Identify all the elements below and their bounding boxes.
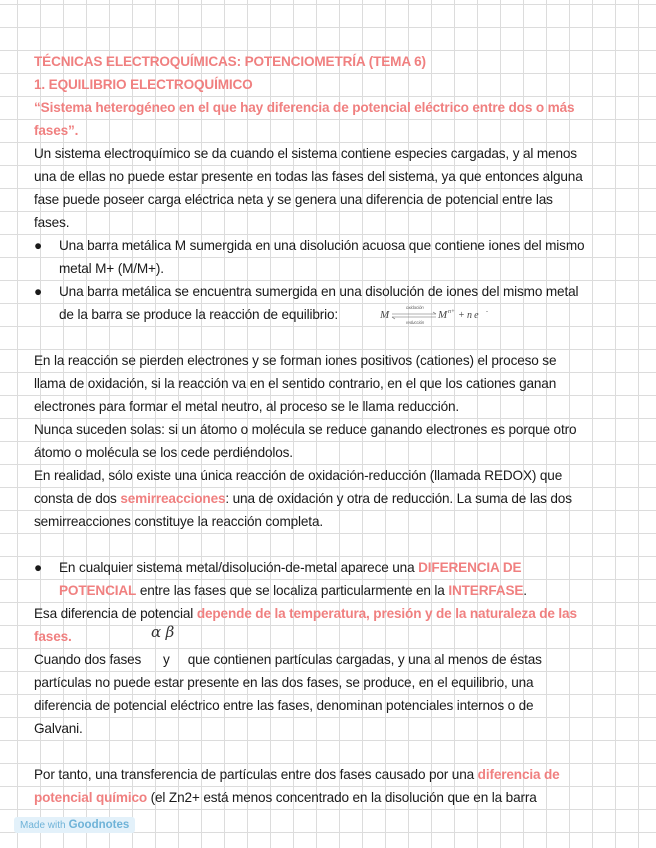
highlight-depende: depende de la temperatura, presión y de la naturaleza de las: [196, 606, 577, 621]
paragraph-5-line-1: [34, 602, 624, 625]
paragraph-3-line-1: Nunca suceden solas: si un átomo o molécula se reduce ganando electrones es porque otro: [34, 422, 577, 437]
bullet-dot: ●: [34, 238, 43, 253]
bullet-1-text-1: Una barra metálica M sumergida en una disolución acuosa que contiene iones del mismo: [59, 238, 585, 253]
bullet-3-line-2: [34, 579, 624, 602]
handwritten-greek-letters: α β: [151, 623, 175, 641]
formula-electron-sign: -: [486, 309, 488, 315]
bullet-3-text-a: En cualquier sistema metal/disolución-de-metal aparece una: [59, 560, 419, 575]
goodnotes-brand: Goodnotes: [68, 819, 130, 831]
section-heading: 1. EQUILIBRIO ELECTROQUÍMICO: [34, 77, 253, 92]
paragraph-7-line-1: [34, 763, 624, 786]
paragraph-6-line-2: partículas no puede estar presente en las dos fases, se produce, en el equilibrio, una: [34, 675, 534, 690]
bullet-2-text-1: Una barra metálica se encuentra sumergida en una disolución de iones del mismo metal: [59, 284, 579, 299]
p7-text-a: Por tanto, una transferencia de partículas entre dos fases causado por una: [34, 767, 478, 782]
bullet-1-line-2: metal M+ (M/M+).: [59, 261, 164, 276]
paragraph-2-line-2: llama de oxidación, si la reacción va en el sentido contrario, en el que los cationes ganan: [34, 376, 557, 391]
bullet-2-line-2: [34, 303, 624, 326]
document-title: TÉCNICAS ELECTROQUÍMICAS: POTENCIOMETRÍA (TEMA 6): [34, 54, 426, 69]
definition-quote-line-1: “Sistema heterogéneo en el que hay diferencia de potencial eléctrico entre dos o más: [34, 100, 575, 115]
bullet-2-line-1: [34, 280, 624, 303]
highlight-interfase: INTERFASE: [448, 583, 524, 598]
paragraph-5-line-2: [34, 625, 624, 648]
paragraph-1-line-4: fases.: [34, 215, 70, 230]
p4-text-c: : una de oxidación y otra de reducción. La suma de las dos: [225, 491, 572, 506]
made-with-label: Made with: [20, 820, 66, 831]
highlight-diferencia: diferencia de: [477, 767, 560, 782]
paragraph-4-line-3: semirreacciones constituye la reacción completa.: [34, 514, 323, 529]
paragraph-1-line-3: fase puede poseer carga eléctrica neta y se genera una diferencia de potencial entre las: [34, 192, 553, 207]
paragraph-7-line-2: [34, 786, 624, 809]
bullet-1-line-1: [34, 234, 624, 257]
p5-text-a: Esa diferencia de potencial: [34, 606, 197, 621]
paragraph-4-line-2: [34, 487, 624, 510]
bullet-dot: ●: [34, 560, 43, 575]
p4-text-a: consta de dos: [34, 491, 121, 506]
paragraph-2-line-3: electrones para formar el metal neutro, al proceso se le llama reducción.: [34, 399, 460, 414]
formula-oxidation-label: oxidación: [406, 305, 424, 310]
bullet-3-period: .: [523, 583, 527, 598]
paragraph-6-line-3: diferencia de potencial eléctrico entre las fases, denominan potenciales internos o de: [34, 698, 534, 713]
highlight-potencial-quimico: potencial químico: [34, 790, 148, 805]
highlight-potencial: POTENCIAL: [59, 583, 137, 598]
bullet-dot: ●: [34, 284, 43, 299]
bullet-3-text-b: entre las fases que se localiza particularmente en la: [136, 583, 449, 598]
formula-charge: n+: [448, 309, 455, 315]
paragraph-4-line-1: En realidad, sólo existe una única reacción de oxidación-reducción (llamada REDOX) que: [34, 468, 563, 483]
formula-right: M: [438, 309, 448, 321]
paragraph-2-line-1: En la reacción se pierden electrones y se forman iones positivos (cationes) el proceso se: [34, 353, 557, 368]
paragraph-6-line-1: Cuando dos fases y que contienen partículas cargadas, y una al menos de éstas: [34, 652, 542, 667]
highlight-fases: fases.: [34, 629, 72, 644]
paragraph-6-line-4: Galvani.: [34, 721, 83, 736]
highlight-semirreacciones: semirreacciones: [120, 491, 226, 506]
paragraph-1-line-2: una de ellas no puede estar presente en todas las fases del sistema, ya que entonces alguna: [34, 169, 583, 184]
note-page: [34, 50, 624, 809]
formula-electrons: + n e: [458, 310, 479, 321]
equilibrium-formula: [380, 304, 500, 326]
p7-text-b: (el Zn2+ está menos concentrado en la disolución que en la barra: [147, 790, 537, 805]
paragraph-3-line-2: átomo o molécula se los cede perdiéndolos.: [34, 445, 293, 460]
formula-left: M: [380, 309, 390, 321]
bullet-3-line-1: [34, 556, 624, 579]
definition-quote-line-2: fases”.: [34, 123, 79, 138]
formula-reduction-label: reducción: [406, 320, 425, 325]
bullet-2-text-2: de la barra se produce la reacción de equilibrio:: [59, 307, 339, 322]
goodnotes-watermark: [14, 817, 135, 833]
paragraph-1-line-1: Un sistema electroquímico se da cuando el sistema contiene especies cargadas, y al menos: [34, 146, 577, 161]
highlight-diferencia-de: DIFERENCIA DE: [418, 560, 522, 575]
